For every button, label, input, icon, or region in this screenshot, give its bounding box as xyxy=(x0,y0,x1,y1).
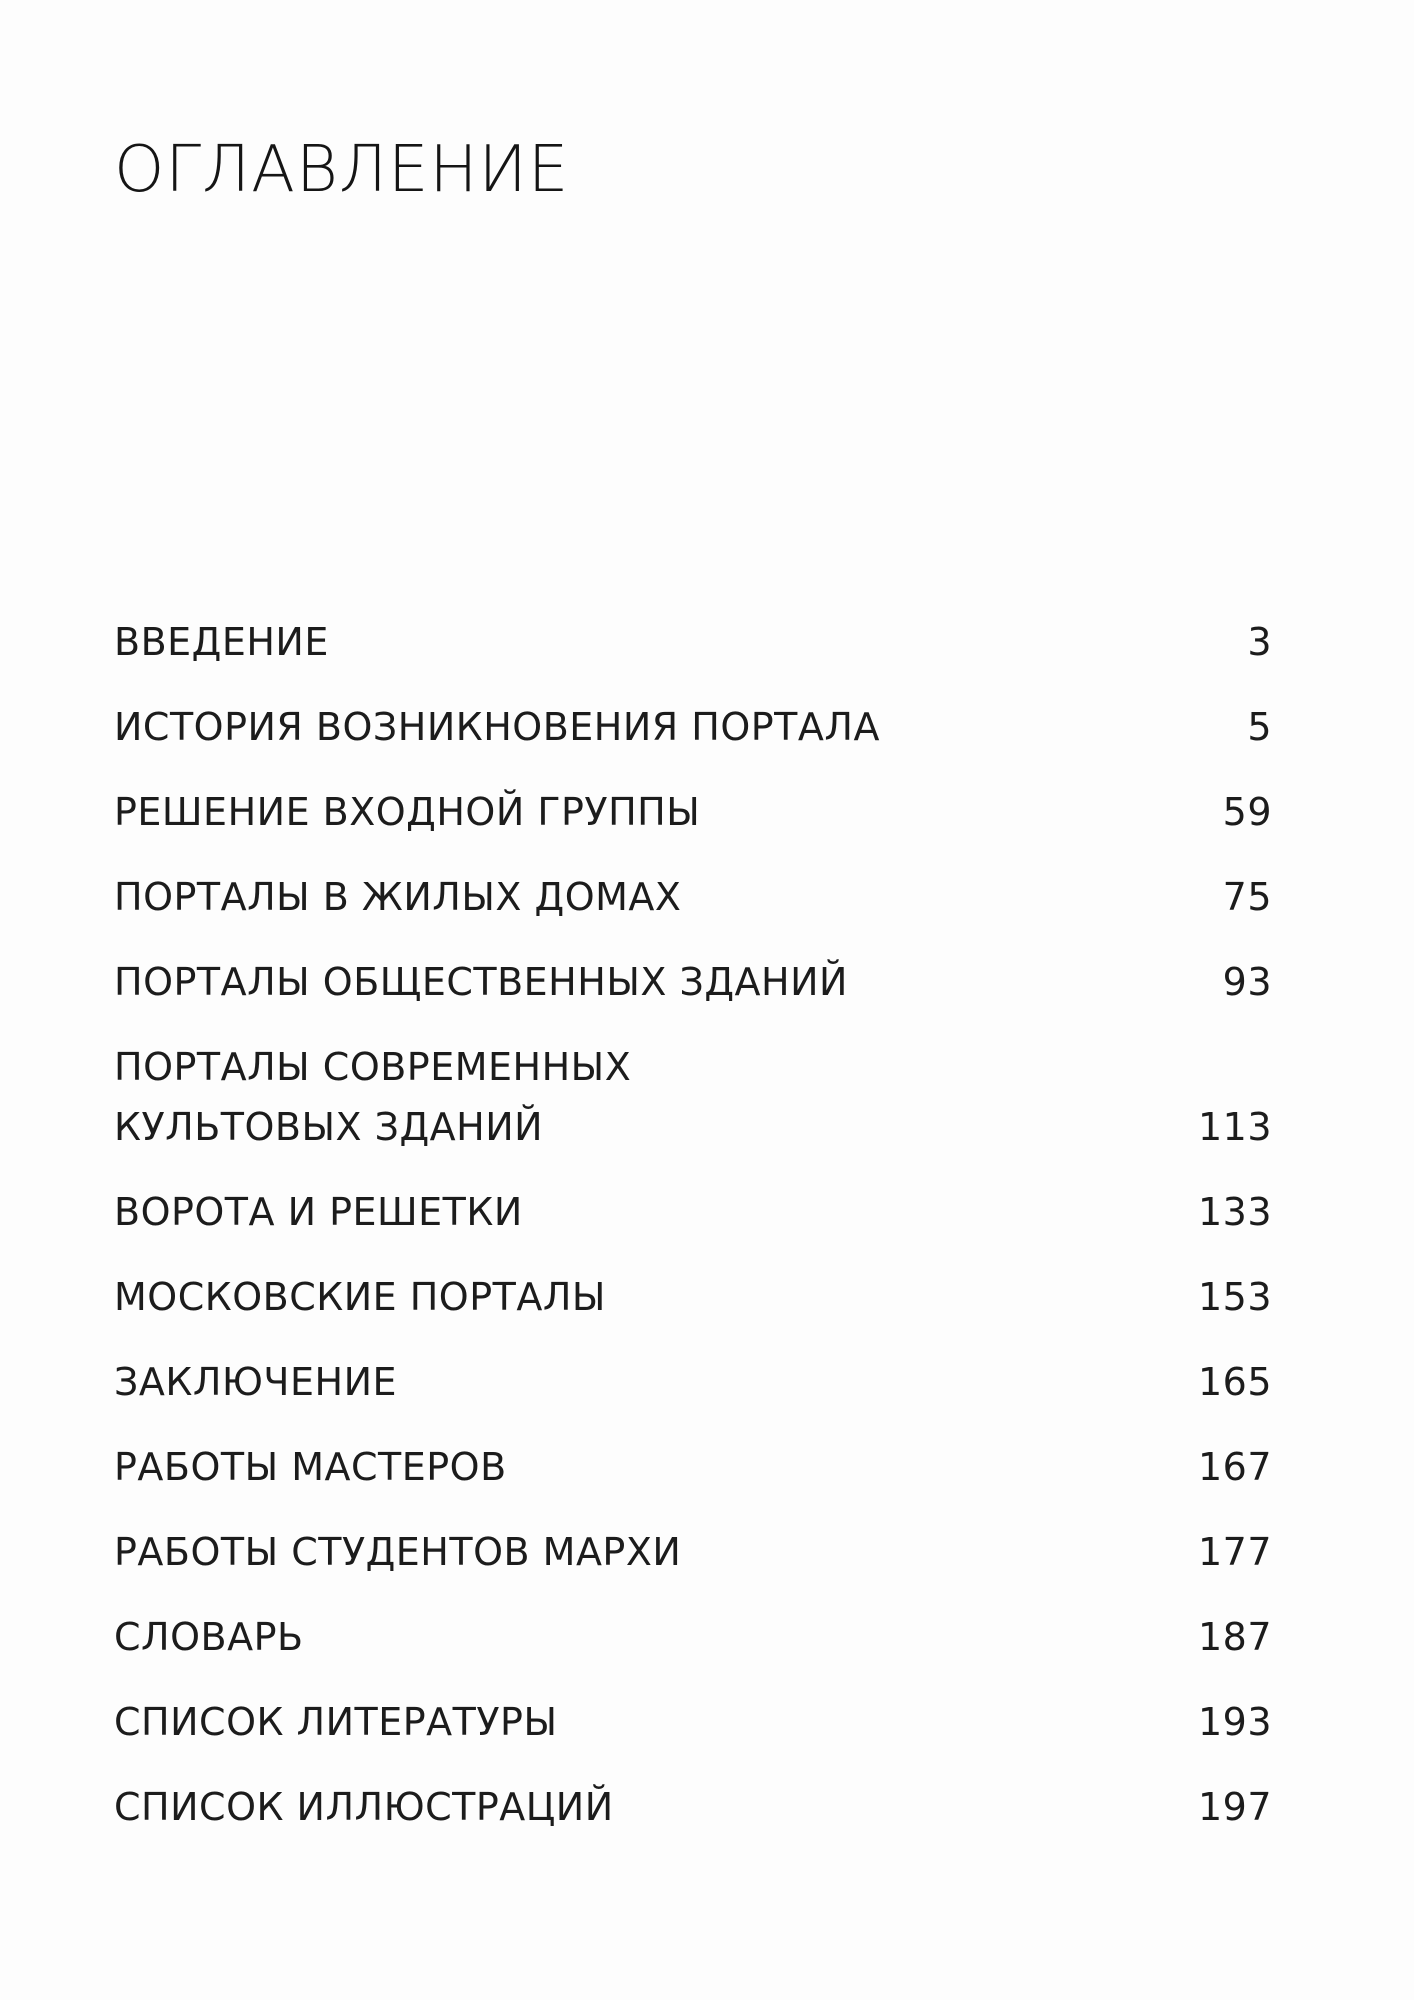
page-title: ОГЛАВЛЕНИЕ xyxy=(114,133,570,207)
toc-entry-title: СЛОВАРЬ xyxy=(114,1615,304,1659)
toc-entry-page: 165 xyxy=(1197,1360,1272,1404)
toc-entry-page: 113 xyxy=(1197,1105,1272,1149)
toc-entry-page: 177 xyxy=(1197,1530,1272,1574)
toc-entry-glossary[interactable] xyxy=(114,1607,1272,1667)
toc-entry-entrance-group[interactable] xyxy=(114,782,1272,842)
toc-entry-illustrations-list[interactable] xyxy=(114,1777,1272,1837)
toc-entry-masters-works[interactable] xyxy=(114,1437,1272,1497)
toc-entry-title: ПОРТАЛЫ СОВРЕМЕННЫХ КУЛЬТОВЫХ ЗДАНИЙ xyxy=(114,1045,632,1149)
toc-entry-page: 167 xyxy=(1197,1445,1272,1489)
toc-entry-title: МОСКОВСКИЕ ПОРТАЛЫ xyxy=(114,1275,606,1319)
toc-entry-page: 59 xyxy=(1222,790,1272,834)
toc-entry-student-works[interactable] xyxy=(114,1522,1272,1582)
toc-entry-page: 5 xyxy=(1247,705,1272,749)
toc-entry-title: ВВЕДЕНИЕ xyxy=(114,620,329,664)
toc-entry-public-building-portals[interactable] xyxy=(114,952,1272,1012)
toc-entry-portal-history[interactable] xyxy=(114,697,1272,757)
toc-entry-title: ЗАКЛЮЧЕНИЕ xyxy=(114,1360,398,1404)
toc-entry-title: СПИСОК ИЛЛЮСТРАЦИЙ xyxy=(114,1785,614,1829)
toc-entry-religious-building-portals[interactable] xyxy=(114,1037,1272,1157)
toc-entry-gates-and-grilles[interactable] xyxy=(114,1182,1272,1242)
toc-entry-title: СПИСОК ЛИТЕРАТУРЫ xyxy=(114,1700,558,1744)
toc-entry-page: 197 xyxy=(1197,1785,1272,1829)
toc-entry-residential-portals[interactable] xyxy=(114,867,1272,927)
toc-entry-introduction[interactable] xyxy=(114,612,1272,672)
toc-entry-page: 3 xyxy=(1247,620,1272,664)
toc-entry-title: РАБОТЫ МАСТЕРОВ xyxy=(114,1445,507,1489)
toc-entry-page: 75 xyxy=(1222,875,1272,919)
table-of-contents xyxy=(114,612,1272,1862)
toc-entry-title: РЕШЕНИЕ ВХОДНОЙ ГРУППЫ xyxy=(114,790,701,834)
toc-entry-title: ПОРТАЛЫ ОБЩЕСТВЕННЫХ ЗДАНИЙ xyxy=(114,960,848,1004)
toc-entry-moscow-portals[interactable] xyxy=(114,1267,1272,1327)
toc-entry-conclusion[interactable] xyxy=(114,1352,1272,1412)
toc-entry-title: ПОРТАЛЫ В ЖИЛЫХ ДОМАХ xyxy=(114,875,682,919)
toc-entry-title: РАБОТЫ СТУДЕНТОВ МАРХИ xyxy=(114,1530,682,1574)
toc-entry-title: ИСТОРИЯ ВОЗНИКНОВЕНИЯ ПОРТАЛА xyxy=(114,705,880,749)
toc-entry-page: 187 xyxy=(1197,1615,1272,1659)
toc-entry-bibliography[interactable] xyxy=(114,1692,1272,1752)
toc-entry-page: 153 xyxy=(1197,1275,1272,1319)
toc-entry-page: 93 xyxy=(1222,960,1272,1004)
toc-entry-page: 133 xyxy=(1197,1190,1272,1234)
toc-entry-title: ВОРОТА И РЕШЕТКИ xyxy=(114,1190,523,1234)
toc-entry-page: 193 xyxy=(1197,1700,1272,1744)
